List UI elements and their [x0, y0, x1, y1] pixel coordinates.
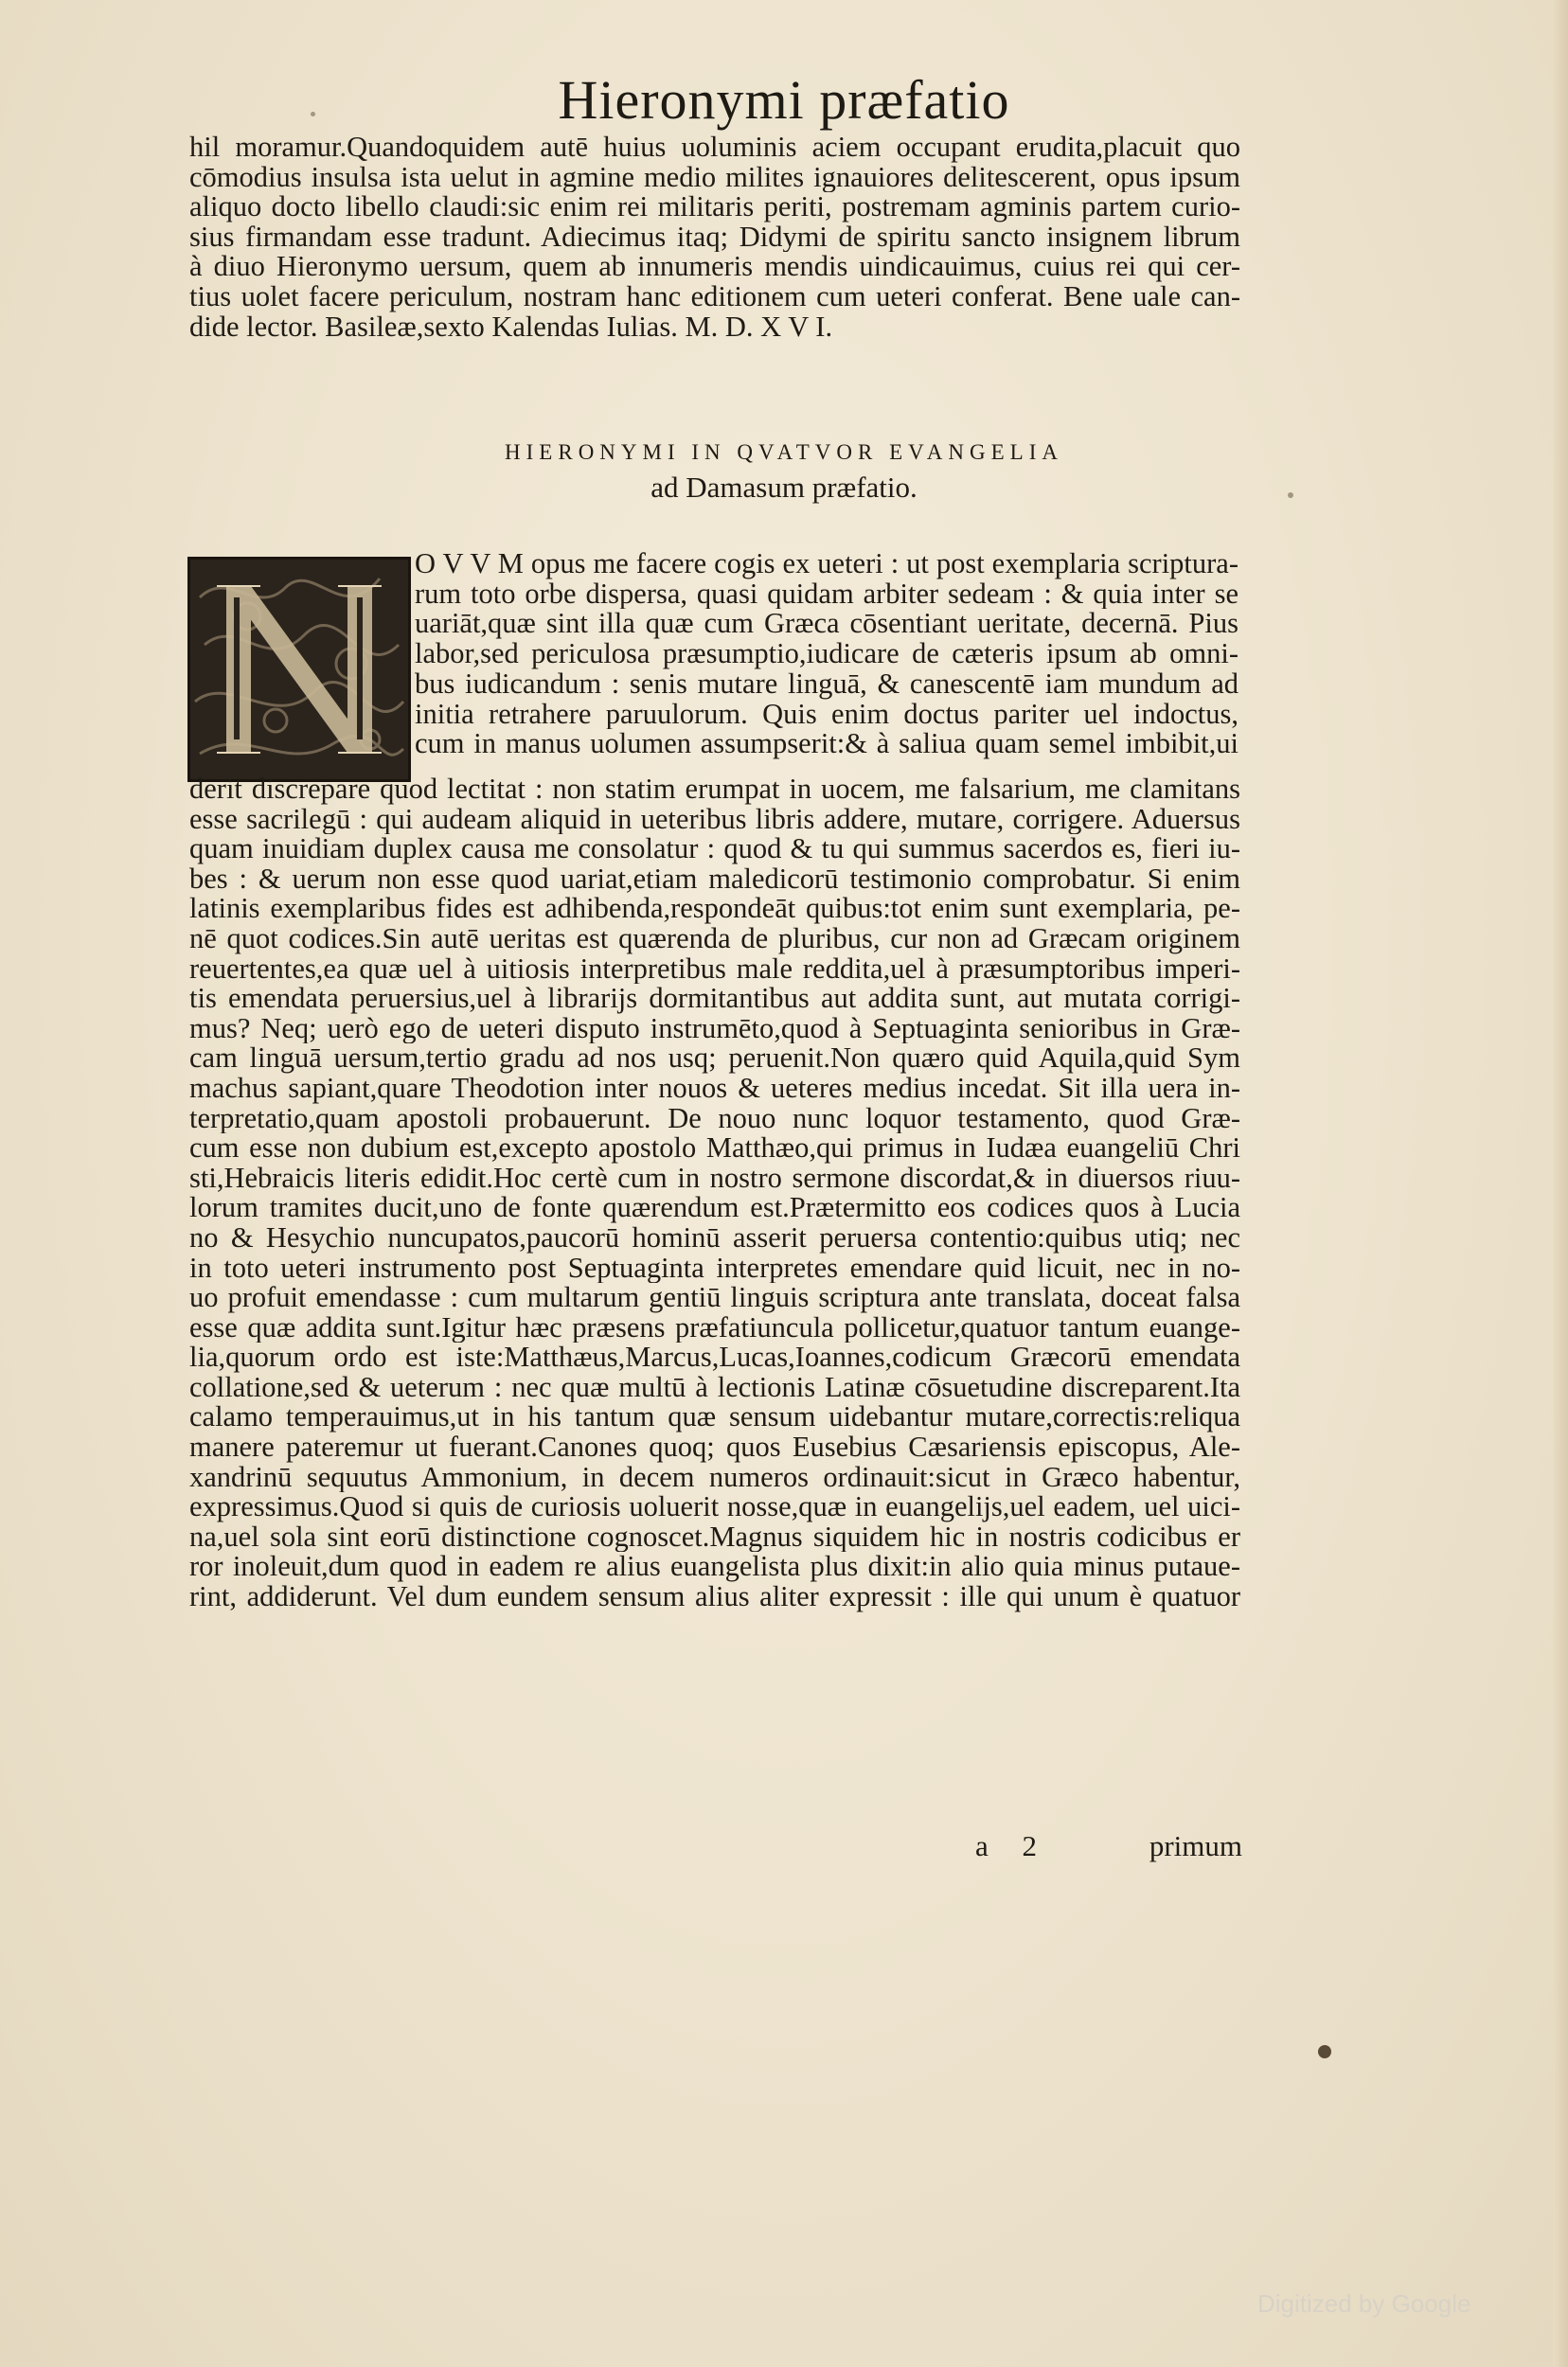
text-line: uariāt,quæ sint illa quæ cum Græca cōsentiant ueritate, decernā. Pius — [415, 609, 1238, 640]
text-line: quam inuidiam duplex causa me consolatur : quod & tu qui summus sacerdos es, fieri iu- — [189, 834, 1240, 864]
text-line: hil moramur.Quandoquidem autē huius uoluminis aciem occupant erudita,placuit quo — [189, 133, 1240, 163]
text-line: tis emendata peruersius,uel à librarijs dormitantibus aut addita sunt, aut mutata corrigi- — [189, 984, 1240, 1014]
text-line: uo profuit emendasse : cum multarum gentiū linguis scriptura ante translata, doceat falsa — [189, 1283, 1240, 1313]
body-text — [189, 774, 1240, 1612]
digitization-watermark: Digitized by Google — [1257, 2289, 1471, 2318]
paper-spot — [1288, 492, 1293, 498]
decorated-initial-n — [187, 557, 411, 782]
text-line: in toto ueteri instrumento post Septuaginta interpretes emendare quid licuit, nec in no- — [189, 1253, 1240, 1284]
text-line: cōmodius insulsa ista uelut in agmine medio milites ignauiores delitescerent, opus ipsum — [189, 162, 1240, 193]
section-title: HIERONYMI IN QVATVOR EVANGELIA — [505, 440, 1063, 464]
text-line: reuertentes,ea quæ uel à uitiosis interpretibus male reddita,uel à præsumptoribus imperi- — [189, 953, 1240, 985]
paper-spot — [1318, 2045, 1331, 2058]
text-line: mus? Neq; uerò ego de ueteri disputo instrumēto,quod à Septuaginta senioribus in Græ- — [189, 1013, 1240, 1044]
text-line: O V V M opus me facere cogis ex ueteri : ut post exemplaria scriptura- — [415, 549, 1238, 579]
running-head: Hieronymi præfatio — [558, 69, 1010, 131]
paper-spot — [311, 112, 315, 116]
text-line: machus sapiant,quare Theodotion inter nouos & ueteres medius incedat. Sit illa uera in- — [189, 1073, 1240, 1104]
section-subtitle: ad Damasum præfatio. — [650, 471, 918, 504]
catchword: primum — [1149, 1829, 1242, 1862]
text-line: à diuo Hieronymo uersum, quem ab innumeris mendis uindicauimus, cuius rei qui cer- — [189, 252, 1240, 282]
text-line: initia retrahere paruulorum. Quis enim doctus pariter uel indoctus, — [415, 699, 1238, 730]
text-line: aliquo docto libello claudi:sic enim rei militaris periti, postremam agminis partem curio- — [189, 192, 1240, 222]
text-line: bus iudicandum : senis mutare linguā, & canescentē iam mundum ad — [415, 668, 1238, 700]
ornamental-letter-icon — [190, 560, 408, 779]
text-line: sti,Hebraicis literis edidit.Hoc certè cum in nostro sermone discordat,& in diuersos riuu- — [189, 1163, 1240, 1194]
text-line: calamo temperauimus,ut in his tantum quæ sensum uidebantur mutare,correctis:reliqua — [189, 1402, 1240, 1433]
text-line: bes : & uerum non esse quod uariat,etiam maledicorū testimonio comprobatur. Si enim — [189, 863, 1240, 895]
text-line: rint, addiderunt. Vel dum eundem sensum alius aliter expressit : ille qui unum è quatuor — [189, 1582, 1240, 1612]
text-line: latinis exemplaribus fides est adhibenda,respondeāt quibus:tot enim sunt exemplaria, pe- — [189, 894, 1240, 924]
text-line: sius firmandam esse tradunt. Adiecimus itaq; Didymi de spiritu sancto insignem librum — [189, 222, 1240, 253]
text-line: cam linguā uersum,tertio gradu ad nos usq; peruenit.Non quæro quid Aquila,quid Sym — [189, 1043, 1240, 1074]
text-line: ror inoleuit,dum quod in eadem re alius euangelista plus dixit:in alio quia minus putaue- — [189, 1552, 1240, 1583]
text-line: nē quot codices.Sin autē ueritas est quærenda de pluribus, cur non ad Græcam originem — [189, 923, 1240, 954]
text-line: lorum tramites ducit,uno de fonte quærendum est.Prætermitto eos codices quos à Lucia — [189, 1193, 1240, 1223]
text-line: esse sacrilegū : qui audeam aliquid in ueteribus libris addere, mutare, corrigere. Aduersus — [189, 804, 1240, 835]
text-line: cum in manus uolumen assumpserit:& à saliua quam semel imbibit,ui — [415, 729, 1238, 759]
text-line: dide lector. Basileæ,sexto Kalendas Iulias. M. D. X V I. — [189, 311, 833, 343]
text-line: terpretatio,quam apostoli probauerunt. De nouo nunc loquor testamento, quod Græ- — [189, 1103, 1240, 1134]
body-text-indented — [415, 549, 1238, 759]
text-line: no & Hesychio nuncupatos,paucorū hominū asserit peruersa contentio:quibus utiq; nec — [189, 1222, 1240, 1254]
page-edge — [1553, 0, 1568, 2367]
text-line: labor,sed periculosa præsumptio,iudicare de cæteris ipsum ab omni- — [415, 639, 1238, 669]
text-line: derit discrepare quod lectitat : non statim erumpat in uocem, me falsarium, me clamitans — [189, 774, 1240, 805]
text-line: cum esse non dubium est,excepto apostolo Matthæo,qui primus in Iudæa euangeliū Chri — [189, 1133, 1240, 1164]
text-line: na,uel sola sint eorū distinctione cognoscet.Magnus siquidem hic in nostris codicibus er — [189, 1522, 1240, 1553]
text-line: lia,quorum ordo est iste:Matthæus,Marcus,Lucas,Ioannes,codicum Græcorū emendata — [189, 1343, 1240, 1373]
text-line: xandrinū sequutus Ammonium, in decem numeros ordinauit:sicut in Græco habentur, — [189, 1462, 1240, 1493]
text-line: expressimus.Quod si quis de curiosis uoluerit nosse,quæ in euangelijs,uel eadem, uel uici- — [189, 1492, 1240, 1522]
text-line: manere pateremur ut fuerant.Canones quoq; quos Eusebius Cæsariensis episcopus, Ale- — [189, 1433, 1240, 1463]
signature-mark: a 2 — [975, 1829, 1051, 1862]
text-line: rum toto orbe dispersa, quasi quidam arbiter sedeam : & quia inter se — [415, 578, 1238, 610]
text-line: tius uolet facere periculum, nostram hanc editionem cum ueteri conferat. Bene uale can- — [189, 281, 1240, 312]
text-line: collatione,sed & ueterum : nec quæ multū à lectionis Latinæ cōsuetudine discreparent.Ita — [189, 1372, 1240, 1403]
preface-text — [189, 133, 1240, 342]
text-line: esse quæ addita sunt.Igitur hæc præsens præfatiuncula pollicetur,quatuor tantum euange- — [189, 1312, 1240, 1344]
